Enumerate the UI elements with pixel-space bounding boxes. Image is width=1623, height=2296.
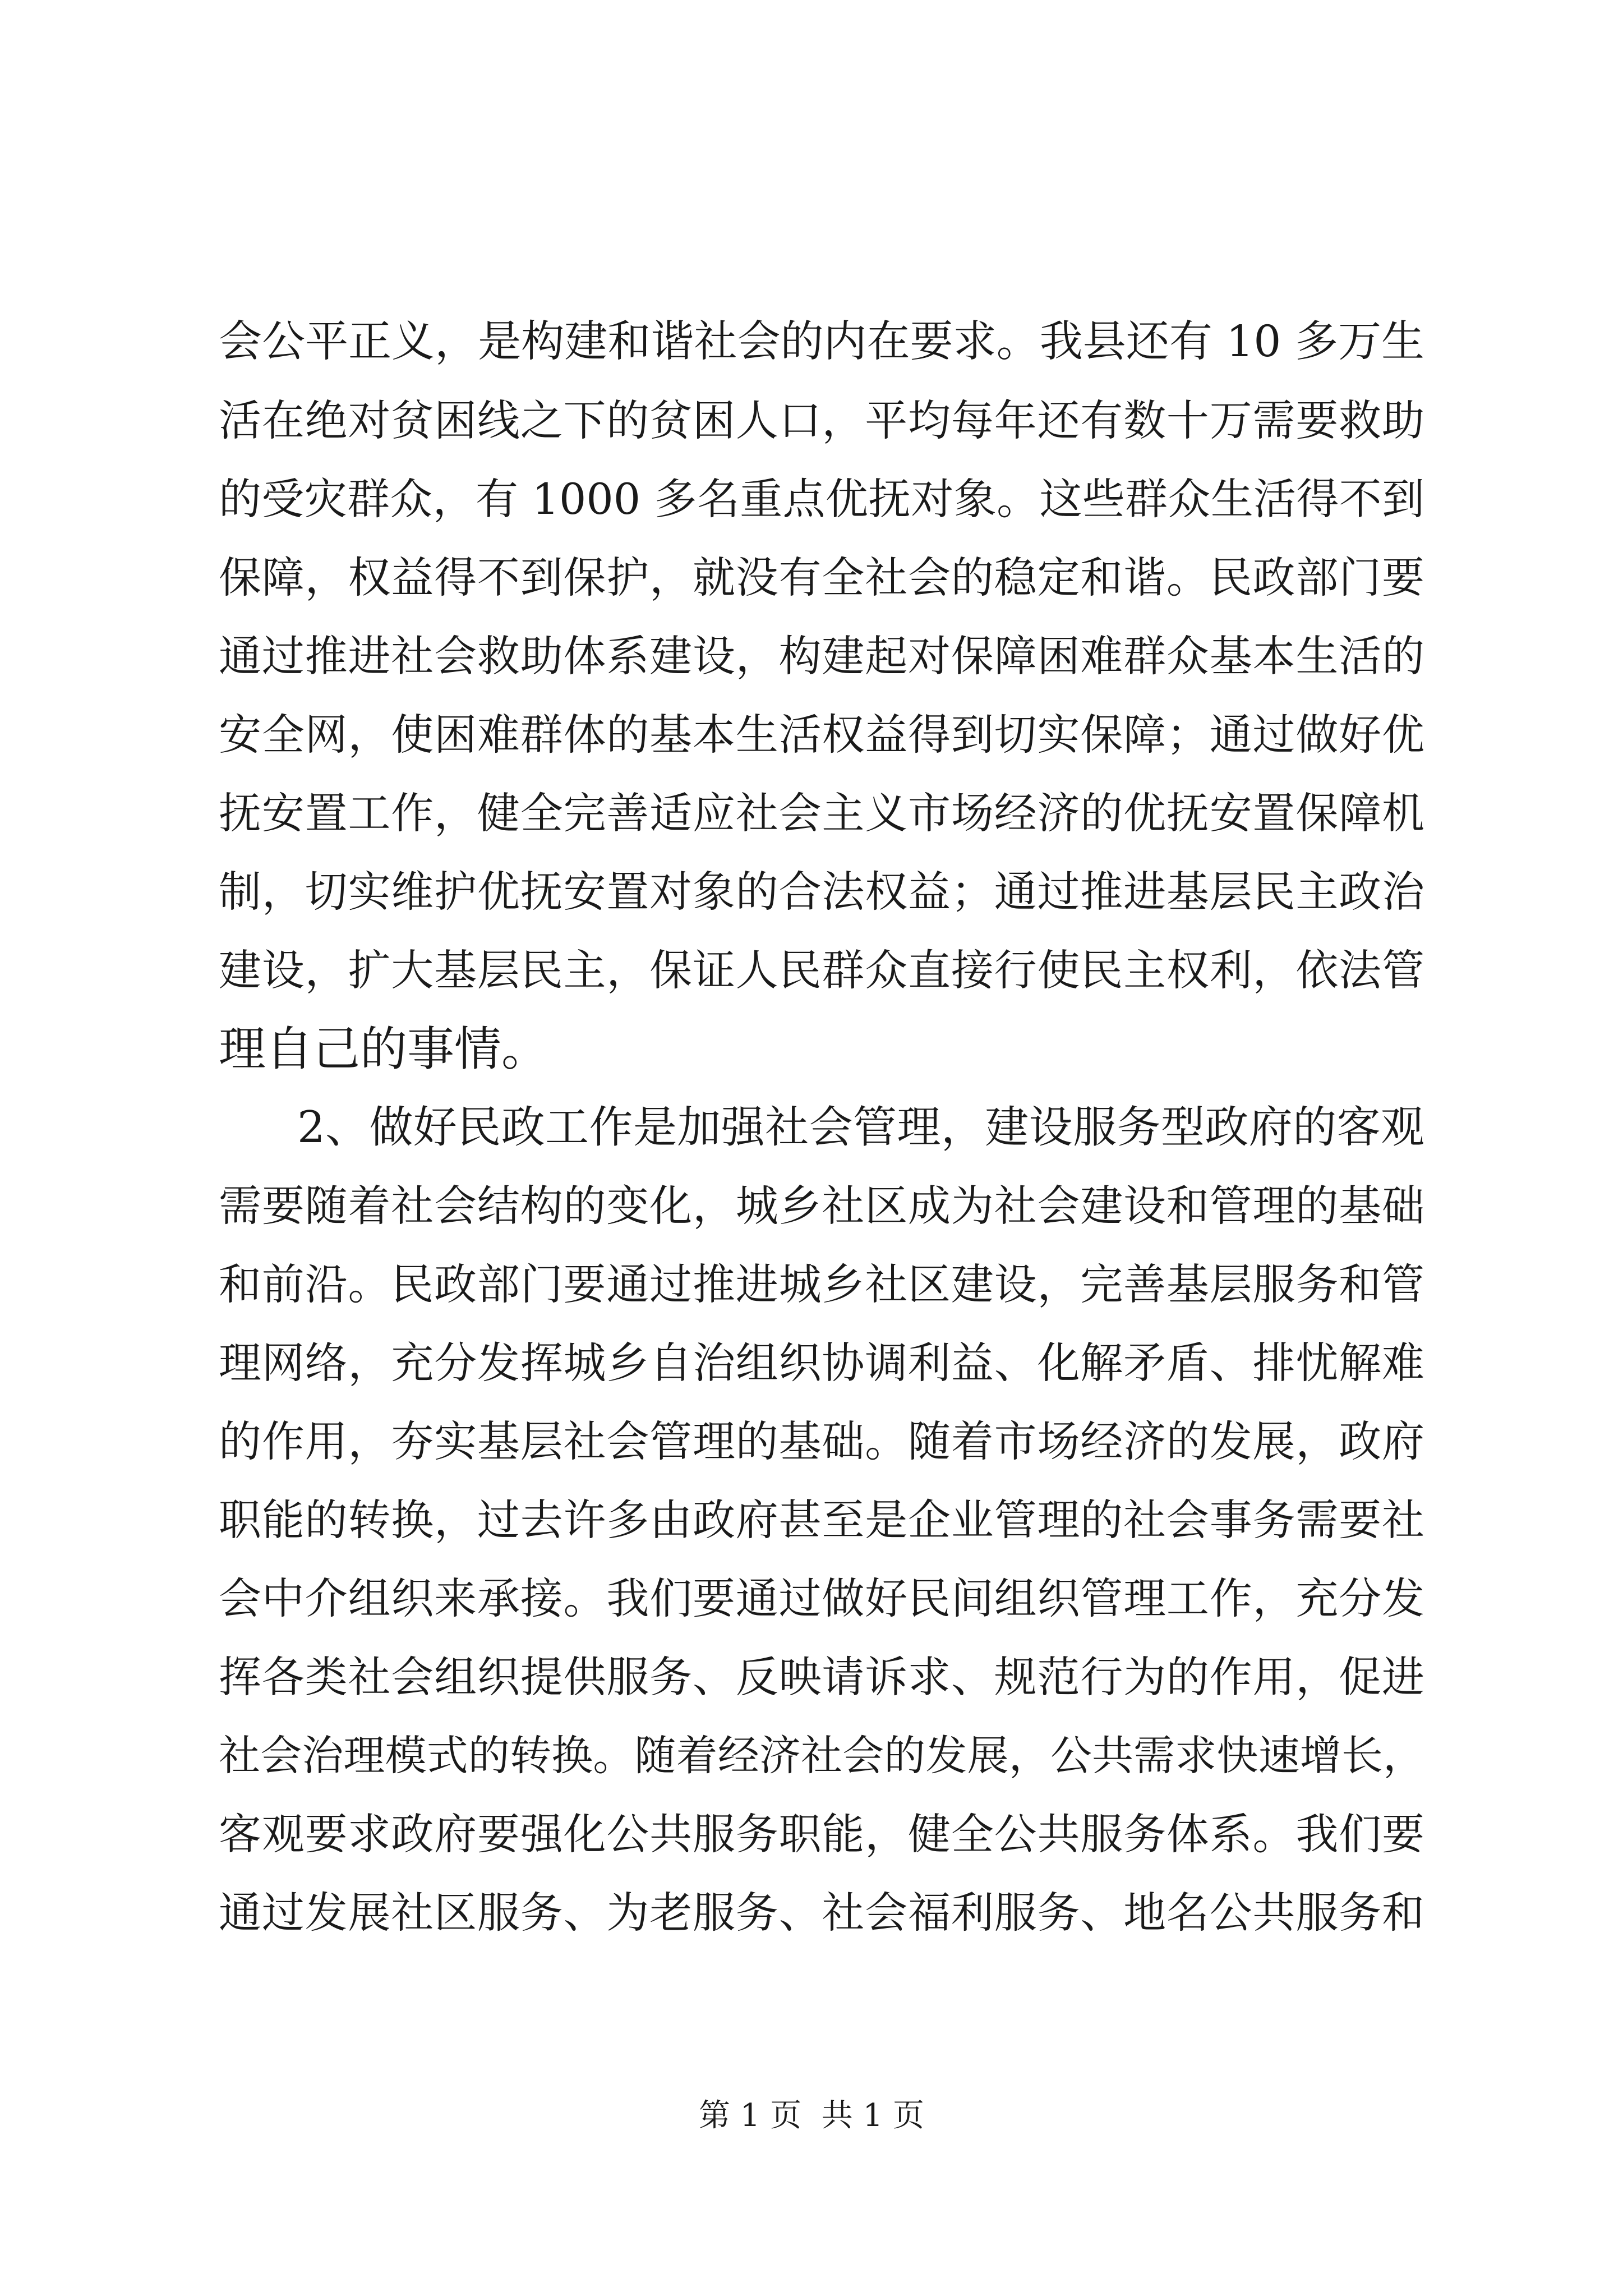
text-line: 会中介组织来承接。我们要通过做好民间组织管理工作，充分发	[219, 1573, 1424, 1623]
text-line: 的受灾群众，有 1000 多名重点优抚对象。这些群众生活得不到	[219, 474, 1424, 524]
text-line: 职能的转换，过去许多由政府甚至是企业管理的社会事务需要社	[219, 1495, 1424, 1545]
text-line: 客观要求政府要强化公共服务职能，健全公共服务体系。我们要	[219, 1809, 1424, 1859]
text-line: 社会治理模式的转换。随着经济社会的发展，公共需求快速增长，	[219, 1732, 1424, 1780]
text-line: 活在绝对贫困线之下的贫困人口，平均每年还有数十万需要救助	[219, 395, 1424, 445]
text-line: 抚安置工作，健全完善适应社会主义市场经济的优抚安置保障机	[219, 788, 1424, 838]
text-line: 的作用，夯实基层社会管理的基础。随着市场经济的发展，政府	[219, 1416, 1424, 1466]
text-line: 制，切实维护优抚安置对象的合法权益；通过推进基层民主政治	[219, 867, 1424, 917]
text-line: 通过发展社区服务、为老服务、社会福利服务、地名公共服务和	[219, 1888, 1424, 1938]
text-line: 2、做好民政工作是加强社会管理，建设服务型政府的客观	[297, 1102, 1424, 1153]
text-line: 通过推进社会救助体系建设，构建起对保障困难群众基本生活的	[219, 631, 1424, 681]
text-line: 理自己的事情。	[219, 1022, 549, 1076]
text-line: 需要随着社会结构的变化，城乡社区成为社会建设和管理的基础	[219, 1181, 1424, 1231]
page-footer: 第 1 页 共 1 页	[698, 2097, 925, 2134]
text-line: 会公平正义，是构建和谐社会的内在要求。我县还有 10 多万生	[219, 317, 1424, 367]
text-line: 理网络，充分发挥城乡自治组织协调利益、化解矛盾、排忧解难	[219, 1338, 1424, 1388]
text-line: 安全网，使困难群体的基本生活权益得到切实保障；通过做好优	[219, 710, 1424, 760]
text-line: 建设，扩大基层民主，保证人民群众直接行使民主权利，依法管	[219, 945, 1424, 995]
text-line: 和前沿。民政部门要通过推进城乡社区建设，完善基层服务和管	[219, 1259, 1424, 1309]
text-line: 保障，权益得不到保护，就没有全社会的稳定和谐。民政部门要	[219, 553, 1424, 602]
text-line: 挥各类社会组织提供服务、反映请诉求、规范行为的作用，促进	[219, 1652, 1424, 1702]
